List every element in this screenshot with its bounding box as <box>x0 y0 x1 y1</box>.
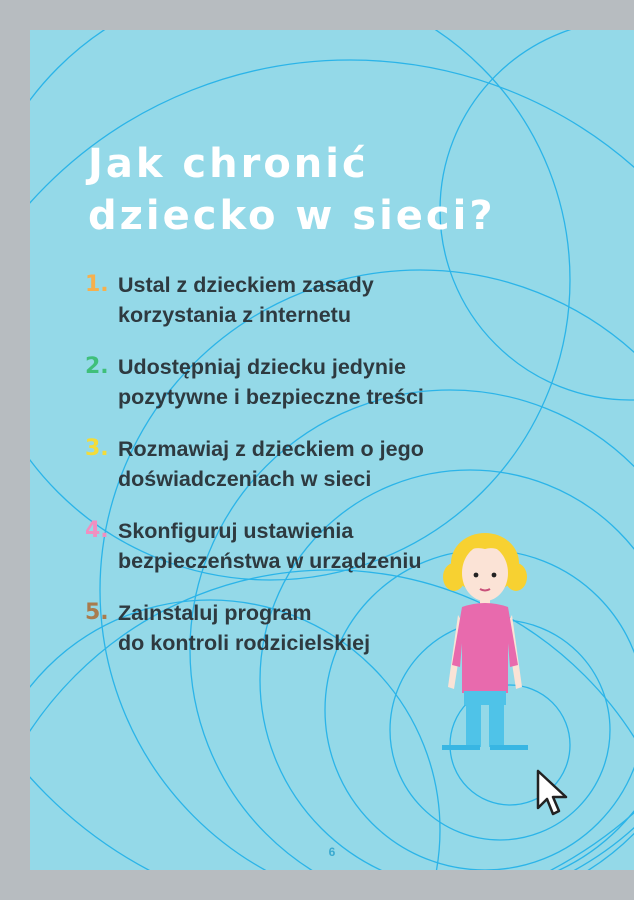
page <box>30 30 634 870</box>
list-item <box>85 598 424 680</box>
item-text-line-1: Udostępniaj dziecku jedynie <box>118 355 406 379</box>
title-line-2: dziecko w sieci? <box>88 193 496 239</box>
mouse-cursor-icon <box>535 768 571 820</box>
list-item <box>85 434 424 516</box>
list-item <box>85 352 424 434</box>
item-number: 5. <box>85 600 109 625</box>
item-text-line-1: Zainstaluj program <box>118 601 312 625</box>
item-text-line-2: do kontroli rodzicielskiej <box>118 631 371 655</box>
item-text-line-2: doświadczeniach w sieci <box>118 467 372 491</box>
list-item <box>85 270 424 352</box>
item-number: 1. <box>85 272 109 297</box>
item-text-line-1: Skonfiguruj ustawienia <box>118 519 354 543</box>
item-text-line-1: Ustal z dzieckiem zasady <box>118 273 374 297</box>
item-text <box>118 516 424 576</box>
item-text-line-2: bezpieczeństwa w urządzeniu <box>118 549 422 573</box>
item-text <box>118 270 424 330</box>
title-line-1: Jak chronić <box>88 141 369 187</box>
page-number: 6 <box>328 845 336 859</box>
item-text <box>118 352 424 412</box>
item-number: 2. <box>85 354 109 379</box>
item-text-line-1: Rozmawiaj z dzieckiem o jego <box>118 437 424 461</box>
item-text-line-2: pozytywne i bezpieczne treści <box>118 385 424 409</box>
girl-illustration <box>440 515 530 755</box>
item-text <box>118 434 424 494</box>
item-number: 4. <box>85 518 109 543</box>
item-text <box>118 598 424 658</box>
item-number: 3. <box>85 436 109 461</box>
list-item <box>85 516 424 598</box>
tips-list <box>85 270 424 680</box>
item-text-line-2: korzystania z internetu <box>118 303 351 327</box>
page-title <box>88 138 496 242</box>
